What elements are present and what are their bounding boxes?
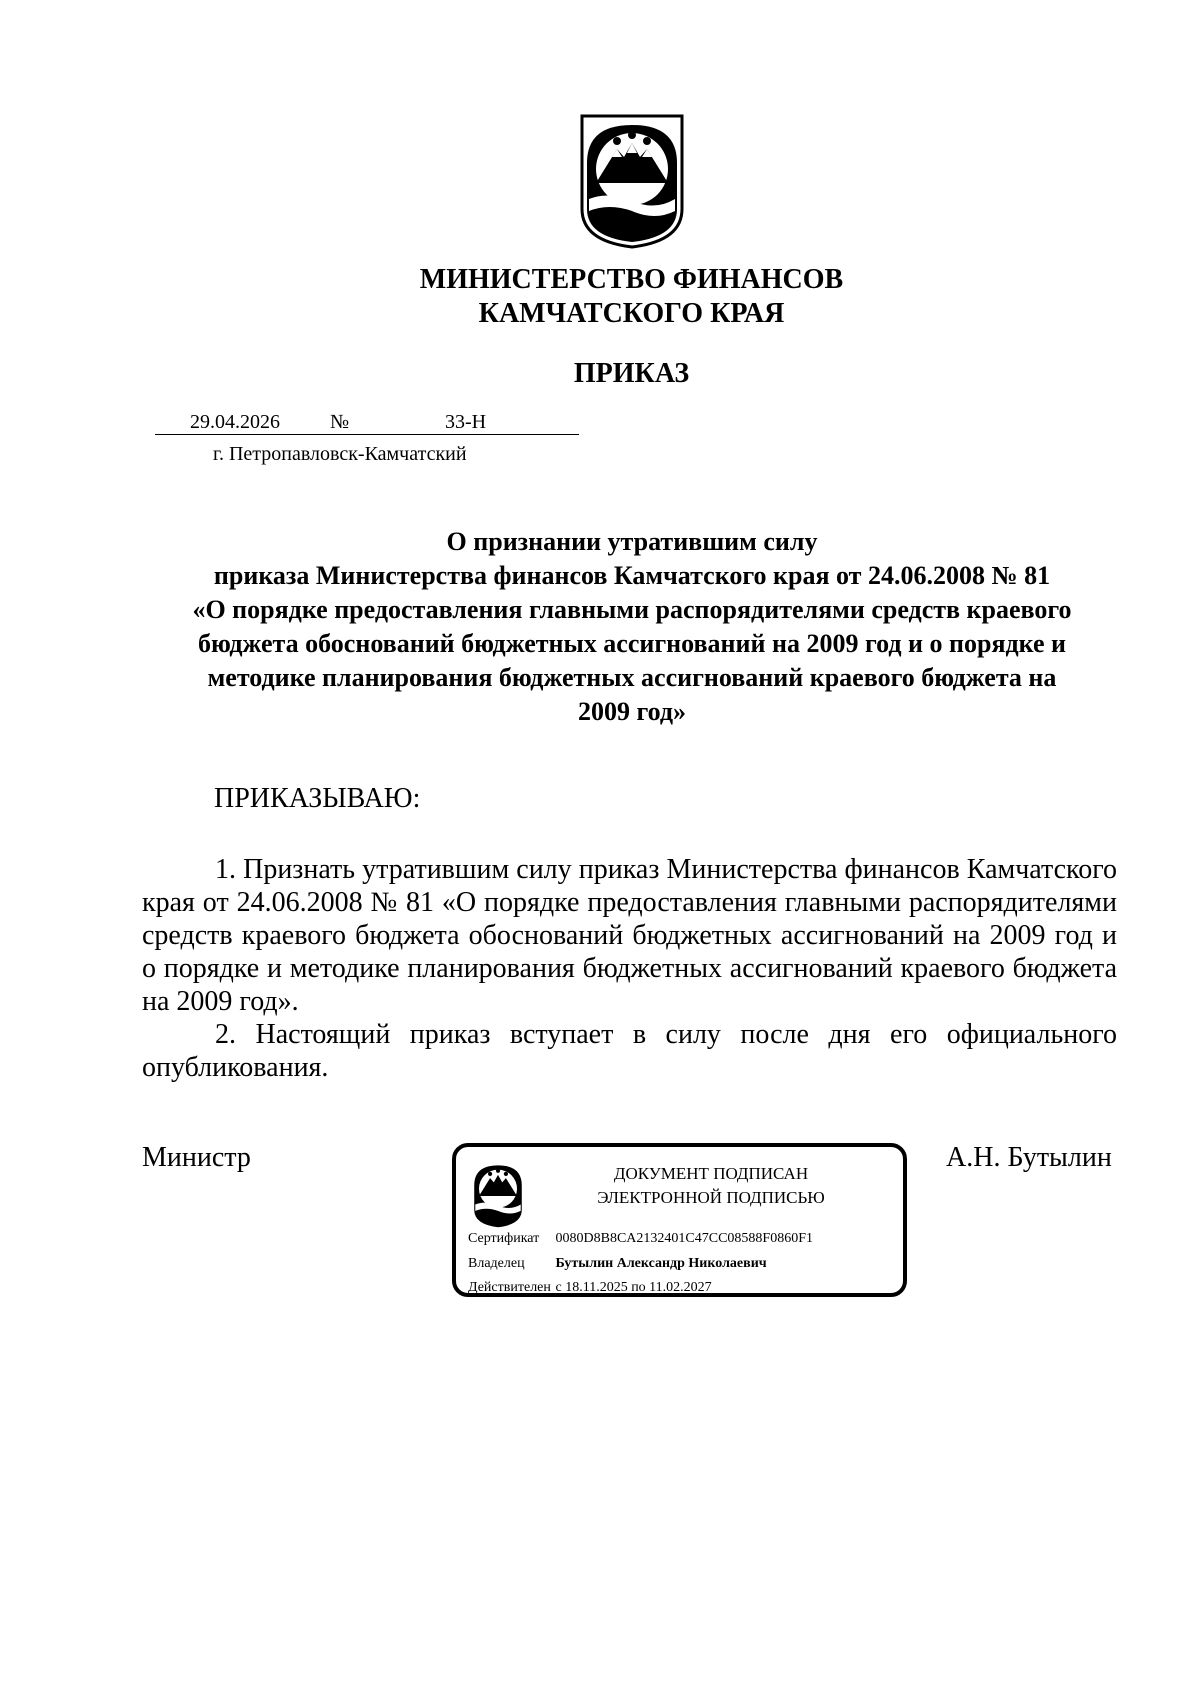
certificate-label: Сертификат <box>468 1231 540 1246</box>
title-line: бюджета обоснований бюджетных ассигнований на 2009 год и о порядке и <box>197 629 1067 658</box>
paragraph-2: 2. Настоящий приказ вступает в силу после дня его официального опубликования. <box>142 1019 1117 1083</box>
validity-label: Действителен <box>468 1280 551 1295</box>
title-line: методике планирования бюджетных ассигнований краевого бюджета на <box>207 663 1057 692</box>
document-date: 29.04.2026 <box>190 411 280 433</box>
city: г. Петропавловск-Камчатский <box>213 443 467 465</box>
title-line: приказа Министерства финансов Камчатского края от 24.06.2008 № 81 <box>213 561 1051 590</box>
organization-name-line2: КАМЧАТСКОГО КРАЯ <box>478 298 785 329</box>
document-number: 33-Н <box>445 411 487 433</box>
certificate-value: 0080D8B8CA2132401C47CC08588F0860F1 <box>555 1231 813 1246</box>
title-line: О признании утратившим силу <box>446 527 818 556</box>
organization-name-line1: МИНИСТЕРСТВО ФИНАНСОВ <box>419 264 844 295</box>
stamp-validity-row <box>468 1279 712 1297</box>
title-line: 2009 год» <box>577 697 687 726</box>
stamp-heading: ДОКУМЕНТ ПОДПИСАН <box>613 1164 809 1183</box>
stamp-heading: ЭЛЕКТРОННОЙ ПОДПИСЬЮ <box>597 1188 825 1207</box>
signer-title: Министр <box>142 1142 251 1173</box>
stamp-owner-row <box>468 1255 767 1273</box>
document-title <box>142 525 1122 729</box>
owner-label: Владелец <box>468 1256 525 1271</box>
number-sign: № <box>330 411 350 433</box>
owner-value: Бутылин Александр Николаевич <box>555 1256 767 1271</box>
electronic-signature-stamp <box>452 1143 907 1297</box>
document-type: ПРИКАЗ <box>573 358 690 389</box>
validity-value: с 18.11.2025 по 11.02.2027 <box>555 1280 712 1295</box>
document-body <box>142 853 1117 1084</box>
date-number-line <box>155 410 579 435</box>
title-line: «О порядке предоставления главными распорядителями средств краевого <box>192 595 1072 624</box>
stamp-certificate-row <box>468 1230 813 1248</box>
signer-name: А.Н. Бутылин <box>946 1142 1112 1173</box>
paragraph-1: 1. Признать утратившим силу приказ Министерства финансов Камчатского края от 24.06.2008 № 81 «О порядке предоставления главными распорядителями средств краевого бюджета обоснований бюджетных ассигнований на 2009 год и о порядке и методике планирования бюджетных ассигнований краевого бюджета на 2009 год». <box>142 854 1117 1017</box>
coat-of-arms-icon <box>579 113 685 249</box>
decree-word: ПРИКАЗЫВАЮ: <box>214 783 421 814</box>
coat-of-arms-icon <box>470 1159 526 1231</box>
